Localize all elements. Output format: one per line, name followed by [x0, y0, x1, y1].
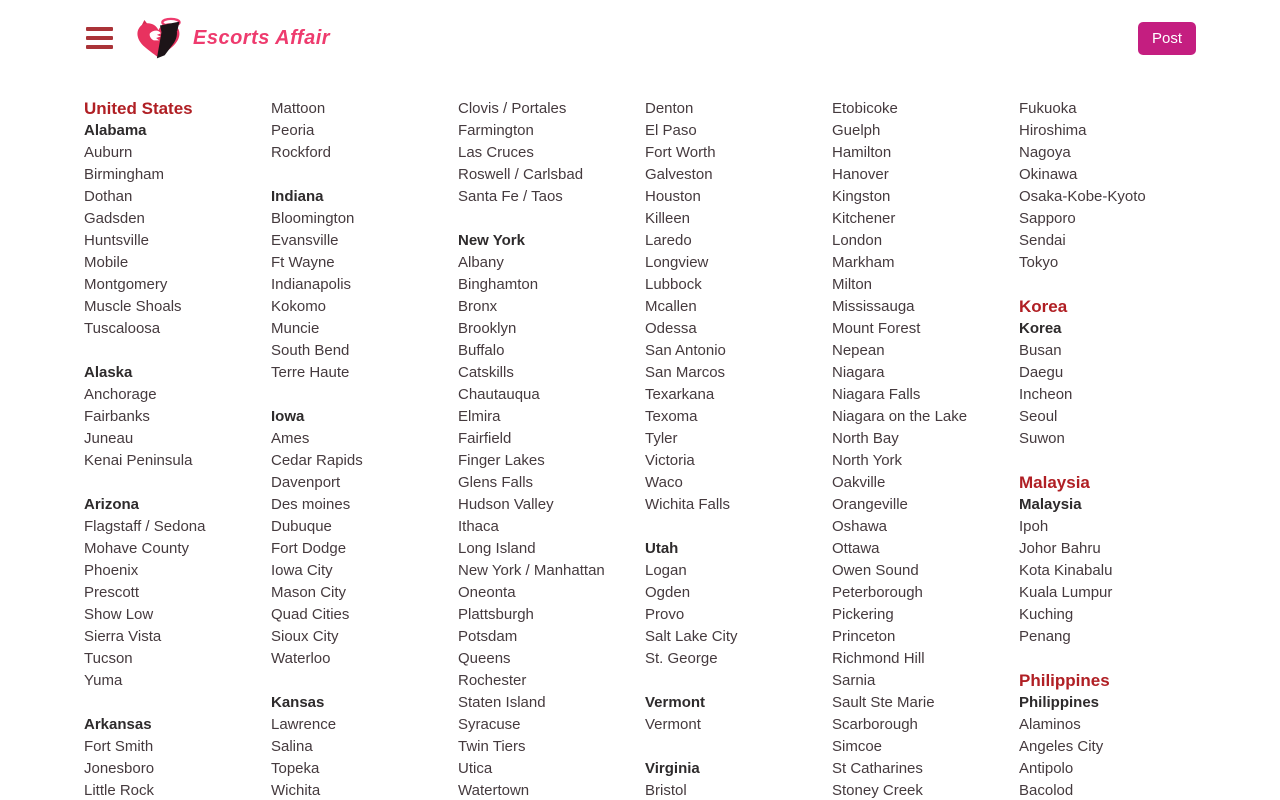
city-link[interactable]: Albany: [458, 254, 504, 271]
city-link[interactable]: New York / Manhattan: [458, 562, 605, 579]
city-link[interactable]: Milton: [832, 276, 873, 293]
city-link[interactable]: Oneonta: [458, 584, 516, 601]
city-link[interactable]: Okinawa: [1019, 166, 1078, 183]
city-link[interactable]: Lubbock: [645, 276, 702, 293]
city-link[interactable]: Daegu: [1019, 364, 1064, 381]
state-heading: Kansas: [271, 694, 325, 711]
city-link[interactable]: Mount Forest: [832, 320, 921, 337]
city-link[interactable]: Longview: [645, 254, 709, 271]
city-link[interactable]: Vermont: [645, 716, 701, 733]
city-link[interactable]: Bacolod: [1019, 782, 1074, 799]
city-link[interactable]: Farmington: [458, 122, 534, 139]
city-link[interactable]: Davenport: [271, 474, 341, 491]
city-link[interactable]: Yuma: [84, 672, 123, 689]
city-link[interactable]: Anchorage: [84, 386, 157, 403]
city-link[interactable]: Niagara on the Lake: [832, 408, 968, 425]
city-link[interactable]: Kingston: [832, 188, 891, 205]
city-link[interactable]: Laredo: [645, 232, 692, 249]
city-link[interactable]: Utica: [458, 760, 493, 777]
city-link[interactable]: Bloomington: [271, 210, 355, 227]
city-link[interactable]: Logan: [645, 562, 687, 579]
city-link[interactable]: Mississauga: [832, 298, 915, 315]
city-link[interactable]: Stoney Creek: [832, 782, 923, 799]
city-link[interactable]: Glens Falls: [458, 474, 534, 491]
state-heading: Alabama: [84, 122, 147, 139]
city-link[interactable]: Peterborough: [832, 584, 923, 601]
city-link[interactable]: Staten Island: [458, 694, 546, 711]
city-link[interactable]: Muscle Shoals: [84, 298, 182, 315]
city-link[interactable]: Fairbanks: [84, 408, 150, 425]
country-heading: Korea: [1019, 297, 1068, 316]
city-link[interactable]: Nepean: [832, 342, 885, 359]
city-link[interactable]: Guelph: [832, 122, 881, 139]
city-link[interactable]: Jonesboro: [84, 760, 155, 777]
city-link[interactable]: Tuscaloosa: [84, 320, 161, 337]
state-heading: Malaysia: [1019, 496, 1082, 513]
city-link[interactable]: Finger Lakes: [458, 452, 545, 469]
city-link[interactable]: Santa Fe / Taos: [458, 188, 563, 205]
city-link[interactable]: North Bay: [832, 430, 899, 447]
state-heading: Indiana: [271, 188, 324, 205]
city-link[interactable]: Fort Smith: [84, 738, 154, 755]
city-link[interactable]: Hamilton: [832, 144, 892, 161]
city-link[interactable]: Sioux City: [271, 628, 339, 645]
city-link[interactable]: Kenai Peninsula: [84, 452, 193, 469]
city-link[interactable]: Sendai: [1019, 232, 1066, 249]
city-link[interactable]: Ithaca: [458, 518, 499, 535]
state-heading: Korea: [1019, 320, 1062, 337]
city-link[interactable]: Fairfield: [458, 430, 512, 447]
spacer: [84, 692, 271, 714]
city-link[interactable]: Rockford: [271, 144, 332, 161]
city-link[interactable]: Flagstaff / Sedona: [84, 518, 206, 535]
city-link[interactable]: St Catharines: [832, 760, 923, 777]
spacer: [1019, 274, 1206, 296]
post-button[interactable]: Post: [1138, 22, 1196, 55]
city-link[interactable]: Houston: [645, 188, 701, 205]
city-link[interactable]: Mattoon: [271, 100, 326, 117]
directory-column: [84, 98, 271, 800]
city-link[interactable]: Salt Lake City: [645, 628, 738, 645]
directory-column: [458, 98, 645, 800]
city-link[interactable]: Prescott: [84, 584, 140, 601]
brand-name: Escorts Affair: [193, 26, 331, 49]
state-heading: New York: [458, 232, 525, 249]
state-heading: Alaska: [84, 364, 133, 381]
city-link[interactable]: Rochester: [458, 672, 527, 689]
city-link[interactable]: Auburn: [84, 144, 133, 161]
city-link[interactable]: Victoria: [645, 452, 695, 469]
spacer: [271, 164, 458, 186]
city-link[interactable]: Plattsburgh: [458, 606, 534, 623]
city-link[interactable]: Birmingham: [84, 166, 165, 183]
city-link[interactable]: Chautauqua: [458, 386, 540, 403]
city-link[interactable]: Ogden: [645, 584, 691, 601]
city-link[interactable]: Juneau: [84, 430, 134, 447]
city-link[interactable]: Dothan: [84, 188, 133, 205]
city-link[interactable]: North York: [832, 452, 903, 469]
city-link[interactable]: Evansville: [271, 232, 339, 249]
city-link[interactable]: Odessa: [645, 320, 697, 337]
city-link[interactable]: Mcallen: [645, 298, 697, 315]
city-link[interactable]: Sault Ste Marie: [832, 694, 935, 711]
spacer: [271, 384, 458, 406]
city-link[interactable]: Richmond Hill: [832, 650, 925, 667]
city-link[interactable]: Texarkana: [645, 386, 715, 403]
city-link[interactable]: Dubuque: [271, 518, 332, 535]
state-heading: Virginia: [645, 760, 700, 777]
city-link[interactable]: Kuala Lumpur: [1019, 584, 1113, 601]
city-link[interactable]: Roswell / Carlsbad: [458, 166, 584, 183]
state-heading: Iowa: [271, 408, 305, 425]
city-link[interactable]: Elmira: [458, 408, 501, 425]
city-link[interactable]: Osaka-Kobe-Kyoto: [1019, 188, 1146, 205]
city-link[interactable]: Syracuse: [458, 716, 521, 733]
city-link[interactable]: Catskills: [458, 364, 514, 381]
city-link[interactable]: Cedar Rapids: [271, 452, 363, 469]
state-heading: Philippines: [1019, 694, 1100, 711]
state-heading: Utah: [645, 540, 679, 557]
top-bar: [0, 0, 1280, 62]
city-link[interactable]: Peoria: [271, 122, 315, 139]
city-link[interactable]: Terre Haute: [271, 364, 350, 381]
city-link[interactable]: Etobicoke: [832, 100, 898, 117]
city-link[interactable]: Tyler: [645, 430, 678, 447]
city-link[interactable]: Las Cruces: [458, 144, 534, 161]
city-link[interactable]: Montgomery: [84, 276, 168, 293]
city-link[interactable]: Gadsden: [84, 210, 145, 227]
city-link[interactable]: Suwon: [1019, 430, 1065, 447]
city-link[interactable]: San Antonio: [645, 342, 726, 359]
city-link[interactable]: Sapporo: [1019, 210, 1076, 227]
city-link[interactable]: Des moines: [271, 496, 351, 513]
city-link[interactable]: Long Island: [458, 540, 536, 557]
spacer: [1019, 648, 1206, 670]
city-link[interactable]: Niagara Falls: [832, 386, 921, 403]
city-link[interactable]: Topeka: [271, 760, 320, 777]
spacer: [645, 670, 832, 692]
city-link[interactable]: Angeles City: [1019, 738, 1104, 755]
city-link[interactable]: Johor Bahru: [1019, 540, 1101, 557]
city-link[interactable]: Texoma: [645, 408, 698, 425]
city-link[interactable]: Denton: [645, 100, 694, 117]
city-link[interactable]: Fort Dodge: [271, 540, 347, 557]
city-link[interactable]: Kokomo: [271, 298, 327, 315]
city-link[interactable]: Waterloo: [271, 650, 331, 667]
city-link[interactable]: Galveston: [645, 166, 713, 183]
brand-logo[interactable]: [135, 15, 330, 61]
city-link[interactable]: Wichita Falls: [645, 496, 731, 513]
spacer: [1019, 450, 1206, 472]
city-link[interactable]: Clovis / Portales: [458, 100, 567, 117]
city-link[interactable]: Indianapolis: [271, 276, 352, 293]
city-link[interactable]: Wichita: [271, 782, 321, 799]
city-link[interactable]: Scarborough: [832, 716, 918, 733]
city-link[interactable]: Hudson Valley: [458, 496, 554, 513]
spacer: [645, 736, 832, 758]
city-link[interactable]: Seoul: [1019, 408, 1058, 425]
city-link[interactable]: Oakville: [832, 474, 886, 491]
country-heading: Malaysia: [1019, 473, 1090, 492]
city-link[interactable]: Tucson: [84, 650, 133, 667]
city-link[interactable]: Muncie: [271, 320, 320, 337]
city-link[interactable]: Tokyo: [1019, 254, 1059, 271]
city-link[interactable]: Huntsville: [84, 232, 150, 249]
city-link[interactable]: Potsdam: [458, 628, 518, 645]
city-link[interactable]: Binghamton: [458, 276, 539, 293]
city-link[interactable]: Hanover: [832, 166, 889, 183]
city-link[interactable]: Antipolo: [1019, 760, 1074, 777]
city-link[interactable]: Salina: [271, 738, 313, 755]
city-link[interactable]: Kuching: [1019, 606, 1074, 623]
city-link[interactable]: Quad Cities: [271, 606, 350, 623]
hamburger-menu-icon[interactable]: [86, 25, 113, 51]
state-heading: Vermont: [645, 694, 706, 711]
city-link[interactable]: Mason City: [271, 584, 347, 601]
city-link[interactable]: Bronx: [458, 298, 498, 315]
directory-column: [832, 98, 1019, 800]
city-link[interactable]: South Bend: [271, 342, 350, 359]
city-link[interactable]: Niagara: [832, 364, 885, 381]
city-link[interactable]: London: [832, 232, 883, 249]
city-link[interactable]: Phoenix: [84, 562, 139, 579]
city-link[interactable]: Sierra Vista: [84, 628, 162, 645]
city-link[interactable]: Little Rock: [84, 782, 155, 799]
spacer: [458, 208, 645, 230]
city-link[interactable]: Incheon: [1019, 386, 1073, 403]
city-link[interactable]: Ipoh: [1019, 518, 1049, 535]
directory-column: [1019, 98, 1206, 800]
city-link[interactable]: El Paso: [645, 122, 697, 139]
city-link[interactable]: Iowa City: [271, 562, 333, 579]
city-link[interactable]: Penang: [1019, 628, 1071, 645]
city-link[interactable]: Queens: [458, 650, 511, 667]
city-link[interactable]: Simcoe: [832, 738, 883, 755]
city-link[interactable]: Bristol: [645, 782, 687, 799]
city-link[interactable]: Brooklyn: [458, 320, 517, 337]
city-link[interactable]: Mohave County: [84, 540, 190, 557]
city-link[interactable]: Fort Worth: [645, 144, 716, 161]
city-link[interactable]: Kitchener: [832, 210, 896, 227]
city-link[interactable]: Killeen: [645, 210, 691, 227]
city-link[interactable]: Kota Kinabalu: [1019, 562, 1113, 579]
city-link[interactable]: San Marcos: [645, 364, 726, 381]
spacer: [645, 516, 832, 538]
country-heading: Philippines: [1019, 671, 1110, 690]
spacer: [84, 472, 271, 494]
spacer: [271, 670, 458, 692]
city-link[interactable]: Oshawa: [832, 518, 888, 535]
city-link[interactable]: Mobile: [84, 254, 129, 271]
city-link[interactable]: Show Low: [84, 606, 154, 623]
state-heading: Arkansas: [84, 716, 152, 733]
city-link[interactable]: Sarnia: [832, 672, 876, 689]
directory-columns: [84, 98, 1280, 800]
city-link[interactable]: Orangeville: [832, 496, 908, 513]
city-link[interactable]: Busan: [1019, 342, 1062, 359]
directory-column: [645, 98, 832, 800]
directory-column: [271, 98, 458, 800]
city-link[interactable]: Lawrence: [271, 716, 337, 733]
city-link[interactable]: Ft Wayne: [271, 254, 335, 271]
city-link[interactable]: Alaminos: [1019, 716, 1081, 733]
city-link[interactable]: Hiroshima: [1019, 122, 1087, 139]
city-link[interactable]: Markham: [832, 254, 895, 271]
city-link[interactable]: Ames: [271, 430, 310, 447]
country-heading: United States: [84, 99, 193, 118]
city-link[interactable]: Buffalo: [458, 342, 505, 359]
city-link[interactable]: Twin Tiers: [458, 738, 526, 755]
city-link[interactable]: Provo: [645, 606, 685, 623]
city-link[interactable]: Pickering: [832, 606, 894, 623]
city-link[interactable]: Nagoya: [1019, 144, 1071, 161]
city-link[interactable]: St. George: [645, 650, 718, 667]
city-link[interactable]: Fukuoka: [1019, 100, 1077, 117]
heart-devil-angel-logo-icon: [135, 15, 185, 61]
city-link[interactable]: Owen Sound: [832, 562, 919, 579]
city-link[interactable]: Ottawa: [832, 540, 880, 557]
city-link[interactable]: Watertown: [458, 782, 530, 799]
city-link[interactable]: Waco: [645, 474, 683, 491]
city-link[interactable]: Princeton: [832, 628, 896, 645]
spacer: [84, 340, 271, 362]
state-heading: Arizona: [84, 496, 140, 513]
